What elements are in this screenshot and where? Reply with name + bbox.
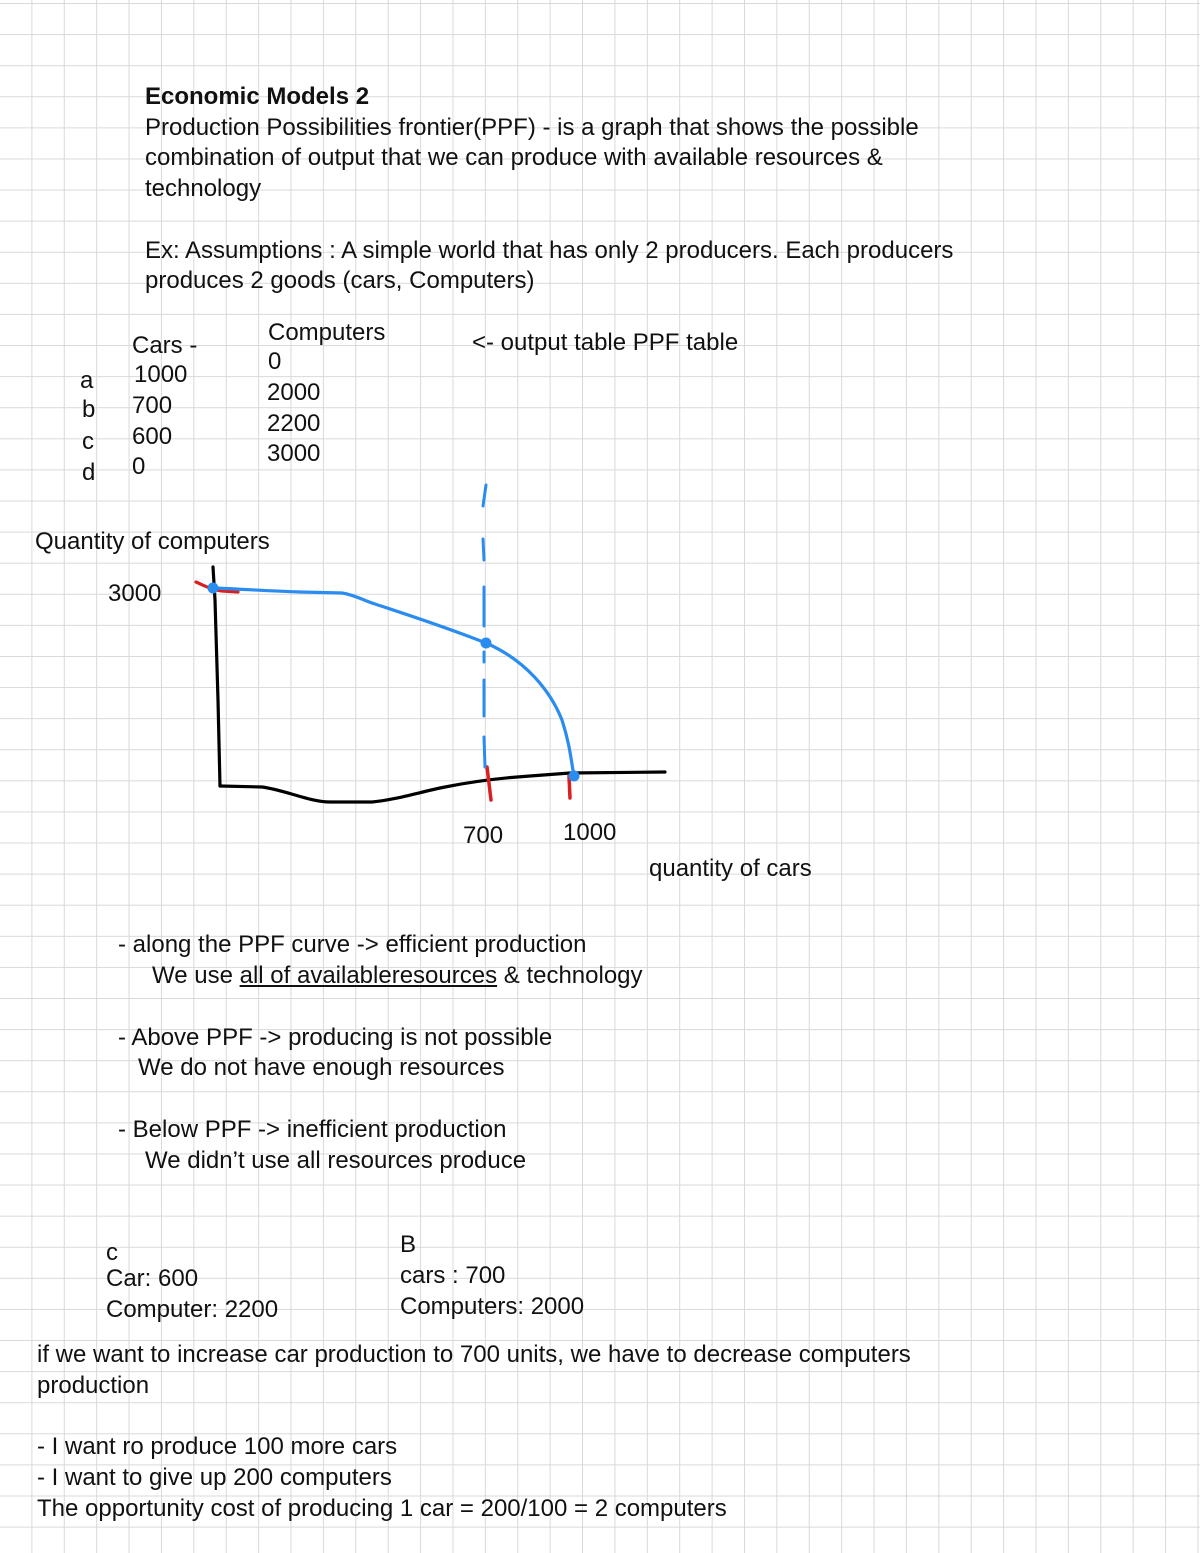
example-line-1: Ex: Assumptions : A simple world that has only 2 producers. Each producers (145, 237, 954, 264)
row-label-a: a (80, 367, 94, 394)
opportunity-cost-result: The opportunity cost of producing 1 car = 200/100 = 2 computers (37, 1495, 727, 1522)
x-axis-line (220, 772, 665, 802)
note-below-ppf: - Below PPF -> inefficient production (118, 1116, 507, 1143)
row-label-b: b (82, 396, 96, 423)
y-axis-label: Quantity of computers (35, 528, 270, 555)
guide-line-700 (483, 485, 486, 767)
cars-value-a: 1000 (134, 361, 188, 388)
definition-line-2: combination of output that we can produce with available resources & (145, 144, 883, 171)
ppf-point-d (208, 583, 219, 594)
note-above-ppf: - Above PPF -> producing is not possible (118, 1024, 553, 1051)
computers-value-a: 0 (268, 348, 282, 375)
cars-value-c: 600 (132, 423, 173, 450)
table-note: <- output table PPF table (472, 329, 739, 356)
note-along-ppf: - along the PPF curve -> efficient production (118, 931, 587, 958)
cars-value-d: 0 (132, 453, 146, 480)
conclusion-line-2: production (37, 1372, 150, 1399)
computers-header: Computers (268, 319, 386, 346)
note-above-ppf-detail: We do not have enough resources (138, 1054, 505, 1081)
point-b-cars: cars : 700 (400, 1262, 506, 1289)
conclusion-bullet-2: - I want to give up 200 computers (37, 1464, 392, 1491)
x-axis-label: quantity of cars (649, 855, 812, 882)
point-b-label: B (400, 1231, 417, 1258)
x-tick-label-1000: 1000 (563, 819, 617, 846)
definition-line-3: technology (145, 175, 262, 202)
ppf-point-a (569, 771, 580, 782)
y-axis-line (213, 567, 220, 786)
x-tick-mark-1000 (569, 776, 570, 798)
cars-header: Cars - (132, 332, 198, 359)
computers-value-c: 2200 (267, 410, 321, 437)
y-tick-label-3000: 3000 (108, 580, 162, 607)
example-line-2: produces 2 goods (cars, Computers) (145, 267, 535, 294)
computers-value-b: 2000 (267, 379, 321, 406)
x-tick-mark-700 (487, 767, 491, 800)
point-c-cars: Car: 600 (106, 1265, 199, 1292)
definition-line-1: Production Possibilities frontier(PPF) - is a graph that shows the possible (145, 114, 919, 141)
x-tick-label-700: 700 (463, 822, 504, 849)
row-label-d: d (82, 459, 96, 486)
ppf-point-b (481, 638, 492, 649)
point-c-label: c (106, 1239, 118, 1266)
page-title: Economic Models 2 (145, 83, 370, 110)
point-c-computers: Computer: 2200 (106, 1296, 279, 1323)
y-tick-mark-3000 (196, 582, 238, 592)
note-below-ppf-detail: We didn’t use all resources produce (145, 1147, 527, 1174)
point-b-computers: Computers: 2000 (400, 1293, 585, 1320)
computers-value-d: 3000 (267, 440, 321, 467)
note-along-ppf-detail: We use all of availableresources & technology (152, 962, 643, 989)
ppf-curve (213, 588, 574, 776)
conclusion-bullet-1: - I want ro produce 100 more cars (37, 1433, 398, 1460)
row-label-c: c (82, 428, 94, 455)
cars-value-b: 700 (132, 392, 173, 419)
conclusion-line-1: if we want to increase car production to 700 units, we have to decrease computers (37, 1341, 911, 1368)
